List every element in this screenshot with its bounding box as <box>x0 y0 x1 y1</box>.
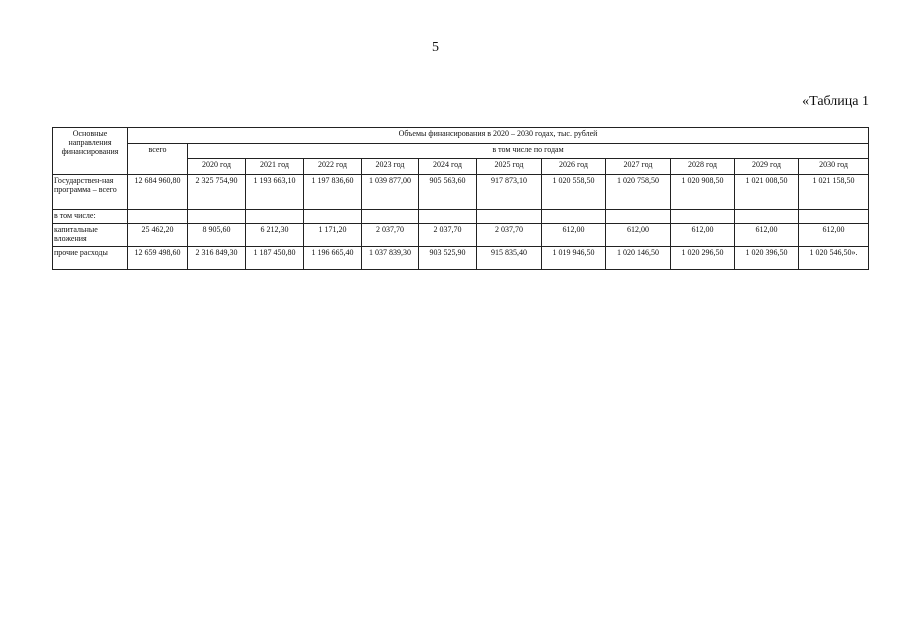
table-row-capital <box>53 224 869 247</box>
cell-year: 2 325 754,90 <box>188 175 246 210</box>
table-row-other <box>53 247 869 270</box>
cell-year: 1 197 836,60 <box>304 175 362 210</box>
cell-year: 1 193 663,10 <box>246 175 304 210</box>
table-caption: «Таблица 1 <box>802 94 869 109</box>
cell-year: 915 835,40 <box>477 247 542 270</box>
cell-year: 6 212,30 <box>246 224 304 247</box>
header-year: 2030 год <box>799 159 869 175</box>
cell-year: 1 039 877,00 <box>362 175 419 210</box>
cell-year: 1 020 546,50». <box>799 247 869 270</box>
cell-year: 1 020 396,50 <box>735 247 799 270</box>
cell-total: 12 684 960,80 <box>128 175 188 210</box>
cell-year: 1 020 146,50 <box>606 247 671 270</box>
cell-year: 2 037,70 <box>419 224 477 247</box>
header-year: 2023 год <box>362 159 419 175</box>
cell-year: 1 021 008,50 <box>735 175 799 210</box>
cell-year: 1 196 665,40 <box>304 247 362 270</box>
cell-year: 1 171,20 <box>304 224 362 247</box>
table-row-including <box>53 210 869 224</box>
header-year: 2028 год <box>671 159 735 175</box>
cell-year: 2 037,70 <box>477 224 542 247</box>
row-label: капитальные вложения <box>53 224 128 247</box>
cell-year: 1 020 558,50 <box>542 175 606 210</box>
financing-table <box>52 127 869 270</box>
cell-year: 2 037,70 <box>362 224 419 247</box>
cell-year: 612,00 <box>671 224 735 247</box>
cell-total: 12 659 498,60 <box>128 247 188 270</box>
cell-year: 1 019 946,50 <box>542 247 606 270</box>
header-year: 2022 год <box>304 159 362 175</box>
row-label: Государствен-ная программа – всего <box>53 175 128 210</box>
cell-year: 612,00 <box>735 224 799 247</box>
cell-year: 612,00 <box>799 224 869 247</box>
row-label: в том числе: <box>53 210 128 224</box>
row-label: прочие расходы <box>53 247 128 270</box>
table-row-program <box>53 175 869 210</box>
header-year: 2024 год <box>419 159 477 175</box>
cell-year: 1 021 158,50 <box>799 175 869 210</box>
cell-year: 2 316 849,30 <box>188 247 246 270</box>
header-year: 2029 год <box>735 159 799 175</box>
cell-year: 8 905,60 <box>188 224 246 247</box>
cell-year: 1 020 758,50 <box>606 175 671 210</box>
cell-year: 1 187 450,80 <box>246 247 304 270</box>
header-total: всего <box>128 144 188 175</box>
cell-year: 917 873,10 <box>477 175 542 210</box>
cell-total: 25 462,20 <box>128 224 188 247</box>
cell-year: 1 037 839,30 <box>362 247 419 270</box>
cell-year: 612,00 <box>606 224 671 247</box>
cell-year: 1 020 908,50 <box>671 175 735 210</box>
page-number: 5 <box>432 40 439 55</box>
header-volumes: Объемы финансирования в 2020 – 2030 годах, тыс. рублей <box>128 128 869 144</box>
header-year: 2025 год <box>477 159 542 175</box>
header-year: 2021 год <box>246 159 304 175</box>
cell-year: 612,00 <box>542 224 606 247</box>
cell-year: 1 020 296,50 <box>671 247 735 270</box>
header-year: 2020 год <box>188 159 246 175</box>
header-directions: Основные направления финансирования <box>53 128 128 175</box>
header-by-years: в том числе по годам <box>188 144 869 159</box>
cell-year: 903 525,90 <box>419 247 477 270</box>
cell-year: 905 563,60 <box>419 175 477 210</box>
header-year: 2026 год <box>542 159 606 175</box>
header-year: 2027 год <box>606 159 671 175</box>
